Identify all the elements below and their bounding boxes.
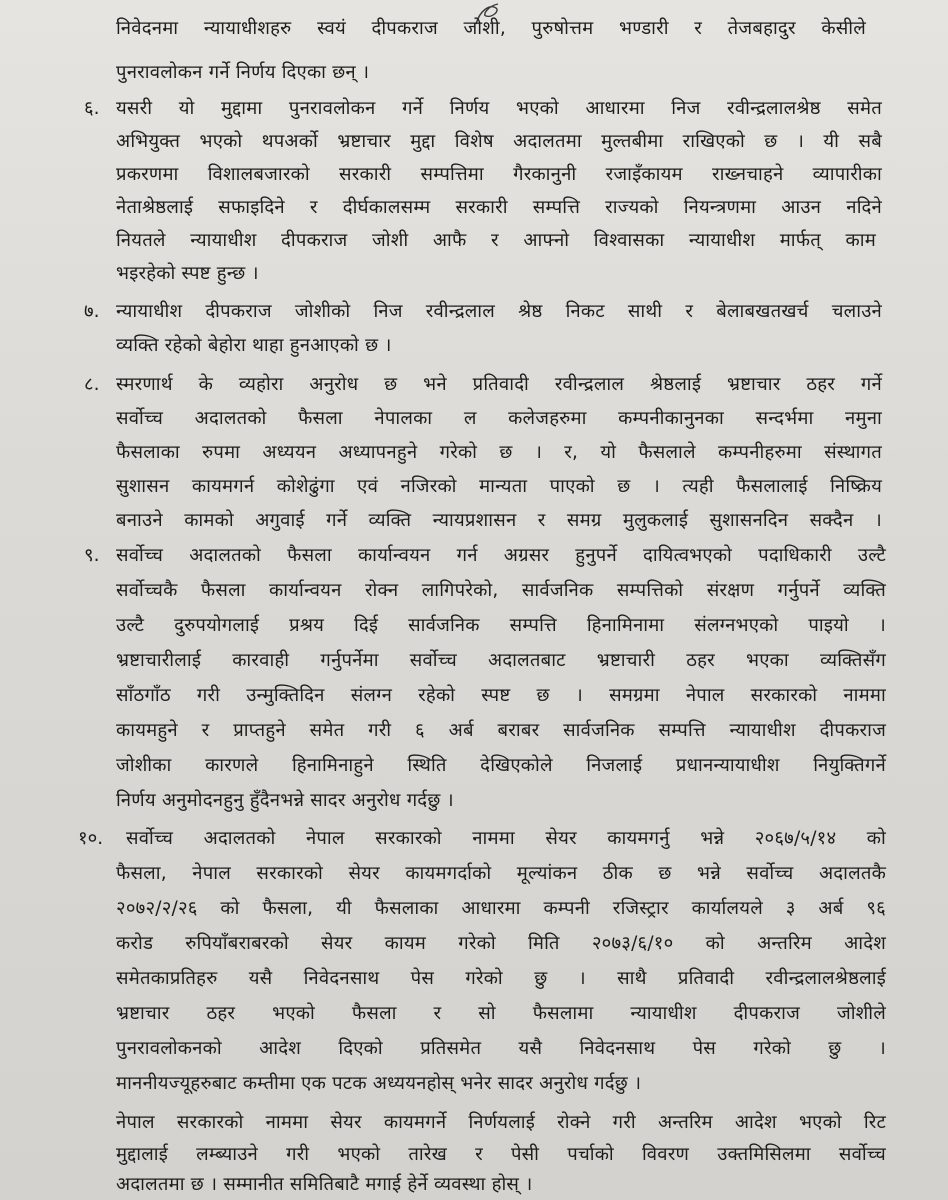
paragraph-number: ६. [84, 98, 100, 119]
paragraph-line: फैसला, नेपाल सरकारको सेयर कायमगर्दाको मूल्यांकन ठीक छ भन्ने सर्वोच्च अदालतकै [116, 863, 886, 884]
paragraph-line: व्यक्ति रहेको बेहोरा थाहा हुनआएको छ । [116, 335, 392, 356]
paragraph-line: भ्रष्टाचार ठहर भएको फैसला र सो फैसलामा न्यायाधीश दीपकराज जोशीले [116, 1003, 886, 1024]
paragraph-line: उल्टै दुरुपयोगलाई प्रश्रय दिई सार्वजनिक सम्पत्ति हिनामिनामा संलग्नभएको पाइयो । [116, 615, 886, 636]
paragraph-line: न्यायाधीश दीपकराज जोशीको निज रवीन्द्रलाल श्रेष्ठ निकट साथी र बेलाबखतखर्च चलाउने [116, 301, 882, 322]
paragraph-number: ७. [84, 301, 100, 322]
paragraph-line: भ्रष्टाचारीलाई कारवाही गर्नुपर्नेमा सर्वोच्च अदालतबाट भ्रष्टाचारी ठहर भएका व्यक्तिसँग [116, 650, 886, 671]
paragraph-line: माननीयज्यूहरुबाट कम्तीमा एक पटक अध्ययनहोस् भनेर सादर अनुरोध गर्दछु । [116, 1073, 642, 1094]
paragraph-line: सर्वोच्च अदालतको फैसला कार्यान्वयन गर्न अग्रसर हुनुपर्ने दायित्वभएको पदाधिकारी उल्टै [116, 545, 886, 566]
closing-line: अदालतमा छ । सम्मानीत समितिबाटै मगाई हेर्ने व्यवस्था होस् । [116, 1174, 533, 1195]
paragraph-line: सर्वोच्चकै फैसला कार्यान्वयन रोक्न लागिपरेको, सार्वजनिक सम्पत्तिको संरक्षण गर्नुपर्ने व्यक्ति [116, 580, 886, 601]
paragraph-line: साँठगाँठ गरी उन्मुक्तिदिन संलग्न रहेको स्पष्ट छ । समग्रमा नेपाल सरकारको नाममा [116, 685, 886, 706]
paragraph-number: ९. [84, 545, 100, 566]
paragraph-line: २०७२/२/२६ को फैसला, यी फैसलाका आधारमा कम्पनी रजिस्ट्रार कार्यालयले ३ अर्ब ९६ [116, 898, 886, 919]
paragraph-line: यसरी यो मुद्दामा पुनरावलोकन गर्ने निर्णय भएको आधारमा निज रवीन्द्रलालश्रेष्ठ समेत [116, 98, 882, 119]
paragraph-line: नेताश्रेष्ठलाई सफाइदिने र दीर्घकालसम्म सरकारी सम्पत्ति राज्यको नियन्त्रणमा आउन नदिने [116, 197, 882, 218]
paragraph-line: सर्वोच्च अदालतको नेपाल सरकारको नाममा सेयर कायमगर्नु भन्ने २०६७/५/१४ को [126, 828, 886, 849]
paragraph-line: समेतकाप्रतिहरु यसै निवेदनसाथ पेस गरेको छु । साथै प्रतिवादी रवीन्द्रलालश्रेष्ठलाई [116, 968, 886, 989]
paragraph-line: प्रकरणमा विशालबजारको सरकारी सम्पत्तिमा गैरकानुनी रजाइँकायम राख्नचाहने व्यापारीका [116, 164, 882, 185]
paragraph-line: करोड रुपियाँबराबरको सेयर कायम गरेको मिति २०७३/६/१० को अन्तरिम आदेश [116, 933, 886, 954]
intro-line: निवेदनमा न्यायाधीशहरु स्वयं दीपकराज जोशी, पुरुषोत्तम भण्डारी र तेजबहादुर केसीले [116, 18, 866, 39]
paragraph-number: १०. [78, 828, 104, 849]
closing-line: मुद्दालाई लम्ब्याउने गरी भएको तारेख र पेसी पर्चाको विवरण उक्तमिसिलमा सर्वोच्च [116, 1144, 886, 1165]
paragraph-line: बनाउने कामको अगुवाई गर्ने व्यक्ति न्यायप्रशासन र समग्र मुलुकलाई सुशासनदिन सक्दैन । [116, 510, 882, 531]
paragraph-line: फैसलाका रुपमा अध्ययन अध्यापनहुने गरेको छ । र, यो फैसलाले कम्पनीहरुमा संस्थागत [116, 442, 882, 463]
paragraph-line: भइरहेको स्पष्ट हुन्छ । [116, 263, 259, 284]
paragraph-line: निर्णय अनुमोदनहुनु हुँदैनभन्ने सादर अनुरोध गर्दछु । [116, 790, 454, 811]
paragraph-line: स्मरणार्थ के व्यहोरा अनुरोध छ भने प्रतिवादी रवीन्द्रलाल श्रेष्ठलाई भ्रष्टाचार ठहर गर्ने [116, 374, 882, 395]
paragraph-line: नियतले न्यायाधीश दीपकराज जोशी आफै र आफ्नो विश्वासका न्यायाधीश मार्फत् काम [116, 230, 876, 251]
paragraph-number: ८. [84, 374, 100, 395]
paragraph-line: कायमहुने र प्राप्तहुने समेत गरी ६ अर्ब बराबर सार्वजनिक सम्पत्ति न्यायाधीश दीपकराज [116, 720, 886, 741]
paragraph-line: सुशासन कायमगर्न कोशेढुंगा एवं नजिरको मान्यता पाएको छ । त्यही फैसलालाई निष्क्रिय [116, 476, 882, 497]
paragraph-line: सर्वोच्च अदालतको फैसला नेपालका ल कलेजहरुमा कम्पनीकानुनका सन्दर्भमा नमुना [116, 408, 882, 429]
paragraph-line: पुनरावलोकनको आदेश दिएको प्रतिसमेत यसै निवेदनसाथ पेस गरेको छु । [116, 1038, 886, 1059]
intro-line: पुनरावलोकन गर्ने निर्णय दिएका छन् । [116, 62, 370, 83]
paragraph-line: अभियुक्त भएको थपअर्को भ्रष्टाचार मुद्दा विशेष अदालतमा मुल्तबीमा राखिएको छ । यी सबै [116, 131, 882, 152]
paragraph-line: जोशीका कारणले हिनामिनाहुने स्थिति देखिएकोले निजलाई प्रधानन्यायाधीश नियुक्तिगर्ने [116, 755, 886, 776]
closing-line: नेपाल सरकारको नाममा सेयर कायमगर्ने निर्णयलाई रोक्ने गरी अन्तरिम आदेश भएको रिट [116, 1112, 886, 1133]
